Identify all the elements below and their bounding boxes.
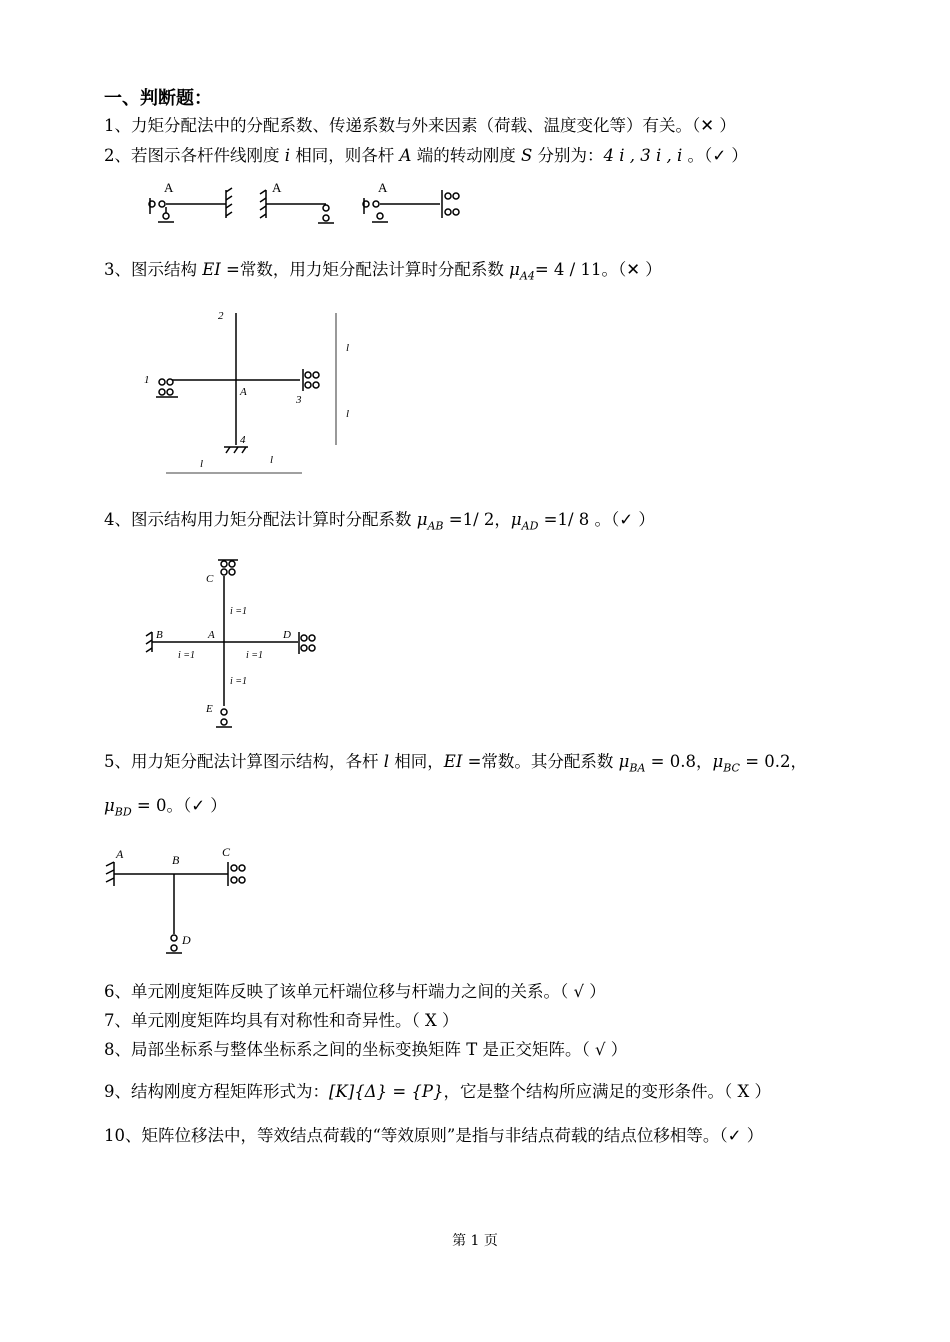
q3-figure bbox=[140, 305, 370, 485]
question-5 bbox=[104, 748, 807, 774]
q6-text: 单元刚度矩阵反映了该单元杆端位移与杆端力之间的关系。（ √ ） bbox=[131, 982, 606, 1001]
section-title: 一、判断题： bbox=[104, 88, 212, 109]
q10-number: 10、 bbox=[104, 1126, 142, 1145]
q5-node-d: D bbox=[182, 933, 191, 947]
q4-node-a: A bbox=[208, 629, 215, 641]
q5-figure bbox=[98, 842, 268, 960]
question-2 bbox=[104, 142, 748, 166]
q4-val2: =1/ 8 。（ bbox=[538, 510, 620, 529]
q3-text-c: = 4 / 11。（ bbox=[534, 260, 627, 279]
q9-text-a: 结构刚度方程矩阵形式为： bbox=[131, 1082, 329, 1101]
question-8 bbox=[104, 1036, 627, 1060]
q3-node-2: 2 bbox=[218, 310, 224, 322]
q9-number: 9、 bbox=[104, 1082, 131, 1101]
q2-figure bbox=[140, 178, 480, 230]
q4-number: 4、 bbox=[104, 510, 131, 529]
q3-node-3: 3 bbox=[296, 394, 302, 406]
q3-dim-l4: l bbox=[270, 454, 274, 466]
q2-text-b: 相同，则各杆 bbox=[290, 146, 400, 165]
q8-number: 8、 bbox=[104, 1040, 131, 1059]
q4-text-a: 图示结构用力矩分配法计算时分配系数 bbox=[131, 510, 417, 529]
q3-dim-l2: l bbox=[346, 408, 350, 420]
q4-figure bbox=[140, 558, 340, 730]
q5-mu2-sub: BC bbox=[723, 761, 740, 775]
question-5-line2 bbox=[104, 792, 227, 818]
q5-mu3-sub: BD bbox=[114, 805, 132, 819]
q2-var-s: S bbox=[520, 146, 533, 165]
q4-mu2-sub: AD bbox=[521, 519, 539, 533]
q4-node-d: D bbox=[283, 629, 291, 641]
q3-var-ei: EI bbox=[202, 260, 221, 279]
q6-number: 6、 bbox=[104, 982, 131, 1001]
q5-val1: = 0.8， bbox=[645, 752, 713, 771]
q2-text-a: 若图示各杆件线刚度 bbox=[131, 146, 285, 165]
check-mark-icon: ✓ bbox=[191, 796, 206, 815]
q4-node-b: B bbox=[156, 629, 163, 641]
q3-node-a: A bbox=[240, 386, 247, 398]
question-6 bbox=[104, 978, 606, 1002]
q5-close: ） bbox=[205, 796, 227, 815]
q2-text-e: 。（ bbox=[682, 146, 713, 165]
q5-mu2: μ bbox=[712, 752, 724, 771]
q2-text-d: 分别为： bbox=[532, 146, 604, 165]
q1-text: 力矩分配法中的分配系数、传递系数与外来因素（荷载、温度变化等）有关。（ bbox=[131, 116, 701, 135]
q3-text-a: 图示结构 bbox=[131, 260, 203, 279]
question-1 bbox=[104, 112, 736, 136]
question-4 bbox=[104, 506, 655, 532]
question-9 bbox=[104, 1078, 771, 1102]
q3-node-4: 4 bbox=[240, 434, 246, 446]
cross-mark-icon: ✕ bbox=[626, 260, 641, 279]
q4-mu1: μ bbox=[416, 510, 428, 529]
q5-node-b: B bbox=[172, 853, 180, 867]
q9-formula: [K]{Δ} = {P} bbox=[329, 1082, 444, 1101]
question-3 bbox=[104, 256, 662, 282]
q1-number: 1、 bbox=[104, 116, 131, 135]
check-mark-icon: ✓ bbox=[619, 510, 634, 529]
q5-text-c: =常数。其分配系数 bbox=[462, 752, 619, 771]
q5-node-c: C bbox=[222, 845, 231, 859]
q4-stiffness-ae: i =1 bbox=[230, 676, 248, 687]
check-mark-icon: ✓ bbox=[712, 146, 727, 165]
q2-number: 2、 bbox=[104, 146, 131, 165]
q4-stiffness-ab: i =1 bbox=[178, 650, 196, 661]
check-mark-icon: ✓ bbox=[727, 1126, 742, 1145]
q5-node-a: A bbox=[116, 847, 124, 861]
q7-text: 单元刚度矩阵均具有对称性和奇异性。（ X ） bbox=[131, 1011, 459, 1030]
q4-stiffness-ad: i =1 bbox=[246, 650, 264, 661]
q10-close: ） bbox=[741, 1126, 764, 1145]
q5-mu1: μ bbox=[618, 752, 630, 771]
q3-dim-l3: l bbox=[200, 458, 204, 470]
q5-var-l: l bbox=[383, 752, 390, 771]
q4-node-c: C bbox=[206, 573, 214, 585]
q3-text-b: =常数，用力矩分配法计算时分配系数 bbox=[220, 260, 510, 279]
q5-var-ei: EI bbox=[443, 752, 463, 771]
q3-number: 3、 bbox=[104, 260, 131, 279]
q2-close: ） bbox=[726, 146, 748, 165]
q10-text-a: 矩阵位移法中，等效结点荷载的“等效原则”是指与非结点荷载的结点位移相等。（ bbox=[141, 1126, 728, 1145]
q2-label-a3: A bbox=[378, 180, 388, 195]
q5-val3: = 0。（ bbox=[131, 796, 192, 815]
q5-mu1-sub: BA bbox=[629, 761, 646, 775]
q1-close: ） bbox=[714, 116, 736, 135]
q4-close: ） bbox=[633, 510, 655, 529]
q4-val1: =1/ 2， bbox=[443, 510, 511, 529]
q7-number: 7、 bbox=[104, 1011, 131, 1030]
q3-dim-l1: l bbox=[346, 342, 350, 354]
q4-mu2: μ bbox=[510, 510, 522, 529]
q2-label-a1: A bbox=[164, 180, 174, 195]
q2-values: 4 i , 3 i , i bbox=[603, 146, 683, 165]
q2-var-i: i bbox=[284, 146, 291, 165]
q5-mu3: μ bbox=[104, 796, 115, 815]
question-10 bbox=[104, 1122, 763, 1146]
q2-var-a: A bbox=[399, 146, 412, 165]
question-7 bbox=[104, 1007, 459, 1031]
q4-node-e: E bbox=[206, 703, 213, 715]
cross-mark-icon: ✕ bbox=[700, 116, 715, 135]
q2-label-a2: A bbox=[272, 180, 282, 195]
q3-close: ） bbox=[640, 260, 662, 279]
page-footer: 第 1 页 bbox=[452, 1233, 498, 1249]
q4-stiffness-ac: i =1 bbox=[230, 606, 248, 617]
q5-text-a: 用力矩分配法计算图示结构，各杆 bbox=[131, 752, 384, 771]
q8-text: 局部坐标系与整体坐标系之间的坐标变换矩阵 T 是正交矩阵。（ √ ） bbox=[131, 1040, 628, 1059]
q9-text-b: ，它是整个结构所应满足的变形条件。（ X ） bbox=[443, 1082, 772, 1101]
q3-node-1: 1 bbox=[144, 374, 150, 386]
q3-mu: μ bbox=[509, 260, 520, 279]
q5-val2: = 0.2， bbox=[739, 752, 808, 771]
q5-number: 5、 bbox=[104, 752, 131, 771]
q2-text-c: 端的转动刚度 bbox=[411, 146, 521, 165]
q4-mu1-sub: AB bbox=[427, 519, 444, 533]
q5-text-b: 相同， bbox=[389, 752, 444, 771]
q3-mu-sub: A4 bbox=[519, 269, 535, 283]
